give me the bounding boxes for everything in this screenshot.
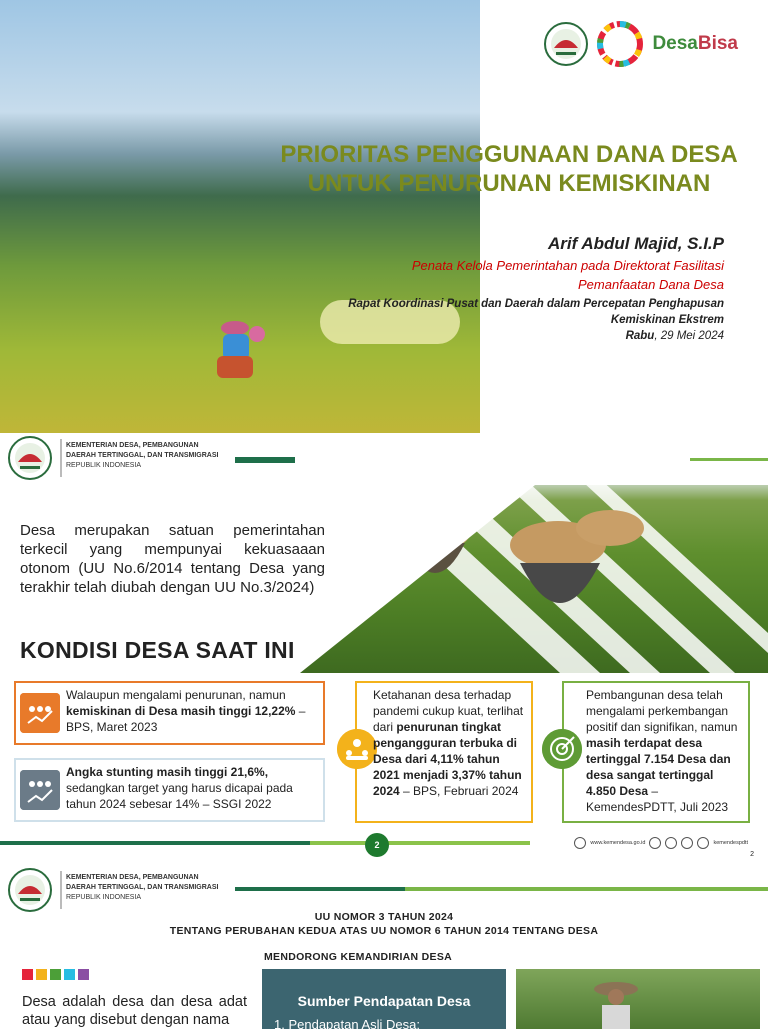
ministry-name: KEMENTERIAN DESA, PEMBANGUNAN DAERAH TERTINGGAL, DAN TRANSMIGRASI REPUBLIK INDONESIA: [66, 442, 219, 469]
farmer-illustration: [516, 969, 760, 1029]
page-number: 2: [750, 851, 754, 858]
farmer-figure: [205, 318, 265, 382]
slide-footer: [0, 831, 768, 865]
youtube-icon[interactable]: [649, 837, 661, 849]
stunting-card: Angka stunting masih tinggi 21,6%, sedangkan target yang harus dicapai pada tahun 2024 sebesar 14% – SSGI 2022: [14, 758, 325, 822]
contact-info: [574, 837, 748, 849]
poverty-card: Walaupun mengalami penurunan, namun kemiskinan di Desa masih tinggi 12,22% – BPS, Maret 2023: [14, 681, 325, 745]
slide-title: [270, 140, 748, 198]
sumber-panel: [262, 969, 506, 1032]
instagram-icon[interactable]: [697, 837, 709, 849]
uu-subtitle: TENTANG PERUBAHAN KEDUA ATAS UU NOMOR 6 TAHUN 2014 TENTANG DESA: [169, 925, 599, 937]
development-card: Pembangunan desa telah mengalami perkembangan positif dan signifikan, namun masih terdapat desa tertinggal 7.154 Desa dan desa sangat tertinggal 4.850 Desa – KemendesPDTT, Juli 2023: [562, 681, 750, 823]
page-indicator: 2: [365, 833, 389, 857]
ministry-logo-icon: [8, 868, 52, 912]
unemployment-card: Ketahanan desa terhadap pandemi cukup kuat, terlihat dari penurunan tingkat pengangguran terbuka di Desa dari 4,11% tahun 2021 menjadi 3,37% tahun 2024 – BPS, Februari 2024: [355, 681, 533, 823]
farmer-photo: [516, 969, 760, 1029]
title-slide: [0, 0, 768, 433]
people-location-icon: [337, 729, 377, 769]
header-divider: [235, 887, 405, 891]
website-link[interactable]: www.kemendesa.go.id: [590, 840, 646, 846]
title-line-2: UNTUK PENURUNAN KEMISKINAN: [307, 170, 711, 197]
uu-title: UU NOMOR 3 TAHUN 2024: [314, 911, 454, 923]
sumber-item: 1. Pendapatan Asli Desa;: [274, 1017, 420, 1032]
title-line-1: PRIORITAS PENGGUNAAN DANA DESA: [280, 141, 738, 168]
presenter-role: Penata Kelola Pemerintahan pada Direktorat Fasilitasi Pemanfaatan Dana Desa: [411, 258, 724, 292]
section-heading: MENDORONG KEMANDIRIAN DESA: [263, 951, 453, 963]
logo-row: [544, 22, 738, 66]
twitter-icon[interactable]: [681, 837, 693, 849]
definition-text: Desa adalah desa dan desa adat atau yang disebut dengan nama: [22, 994, 247, 1028]
desabisa-logo: DesaBisa: [652, 33, 738, 54]
social-handle: kemendespdtt: [713, 840, 748, 846]
sdg-wheel-icon: [598, 22, 642, 66]
people-chart-icon: [20, 693, 60, 733]
event-info: Rapat Koordinasi Pusat dan Daerah dalam Percepatan Penghapusan Kemiskinan Ekstrem Rabu, 29 Mei 2024: [304, 296, 724, 344]
sumber-title: Sumber Pendapatan Desa: [297, 993, 471, 1009]
ministry-header: [0, 865, 768, 917]
ministry-logo-icon: [8, 436, 52, 480]
intro-paragraph: Desa merupakan satuan pemerintahan terkecil yang mempunyai kekuasaaan otonom (UU No.6/2014 tentang Desa yang terakhir telah diubah dengan UU No.3/2024): [20, 522, 325, 596]
ministry-header: [0, 433, 768, 485]
kondisi-title: KONDISI DESA SAAT INI: [20, 637, 295, 663]
people-growth-icon: [20, 770, 60, 810]
kondisi-slide: [0, 433, 768, 865]
header-divider: [235, 457, 295, 463]
ministry-name: KEMENTERIAN DESA, PEMBANGUNAN DAERAH TERTINGGAL, DAN TRANSMIGRASI REPUBLIK INDONESIA: [66, 874, 219, 901]
target-icon: [542, 729, 582, 769]
facebook-icon[interactable]: [665, 837, 677, 849]
header-divider: [405, 887, 768, 891]
event-date: Rabu, 29 Mei 2024: [625, 330, 724, 342]
header-divider: [690, 458, 768, 461]
globe-icon: [574, 837, 586, 849]
presenter-name: Arif Abdul Majid, S.I.P: [548, 234, 724, 253]
color-squares: [22, 969, 89, 980]
ministry-logo-icon: [544, 22, 588, 66]
uu-slide: [0, 865, 768, 1032]
